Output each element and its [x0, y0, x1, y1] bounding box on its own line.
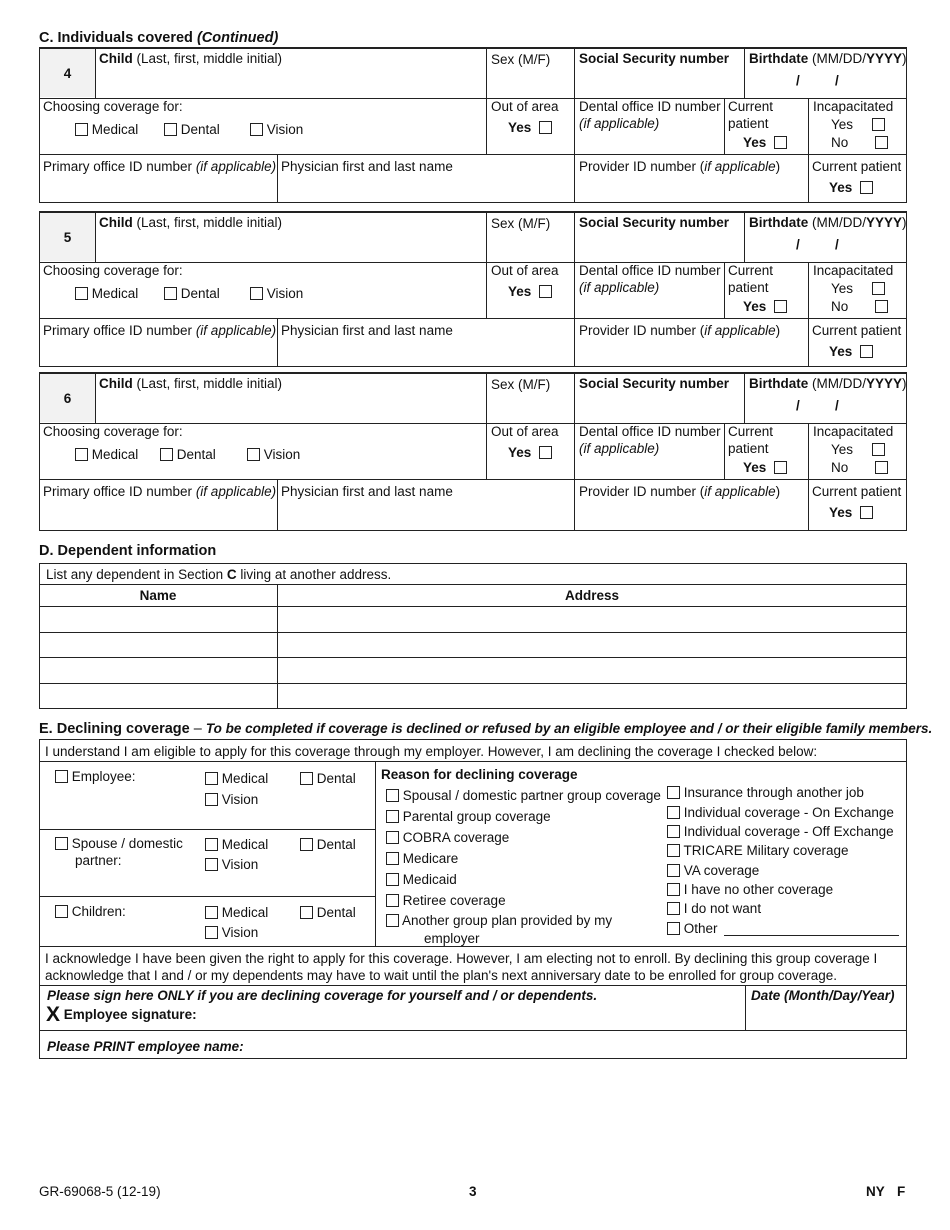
incapacitated-no[interactable]: No — [831, 459, 888, 476]
child-name-field[interactable] — [99, 393, 479, 421]
decline-spouse-label-2: partner: — [75, 853, 122, 868]
incapacitated-no[interactable]: No — [831, 134, 888, 151]
incapacitated-yes-checkbox[interactable] — [872, 118, 885, 131]
reason-right-checkbox[interactable] — [667, 902, 680, 915]
form-number: GR-69068-5 (12-19) — [39, 1184, 161, 1199]
physician-label: Physician first and last name — [281, 323, 453, 338]
reason-left-checkbox[interactable] — [386, 914, 399, 927]
incapacitated-label: Incapacitated — [813, 99, 894, 114]
coverage-medical[interactable]: Medical — [75, 446, 138, 463]
dependent-instruction: List any dependent in Section C living at another address. — [46, 567, 392, 582]
decline-children-checkbox[interactable] — [55, 905, 68, 918]
current-patient-yes[interactable]: Yes — [743, 134, 787, 151]
child-name-label: Child (Last, first, middle initial) — [99, 376, 283, 391]
current-label: Current — [728, 99, 774, 114]
coverage-dental-checkbox[interactable] — [164, 123, 177, 136]
physician-current-patient-yes-checkbox[interactable] — [860, 345, 873, 358]
out-of-area-yes-checkbox[interactable] — [539, 446, 552, 459]
reason-left-checkbox[interactable] — [386, 810, 399, 823]
reason-right-checkbox[interactable] — [667, 825, 680, 838]
physician-current-patient-label: Current patient — [812, 323, 902, 338]
birthdate-slash-1: / — [796, 237, 800, 252]
coverage-vision[interactable]: Vision — [247, 446, 300, 463]
physician-label: Physician first and last name — [281, 159, 453, 174]
employee-signature-field[interactable] — [240, 1003, 740, 1028]
decline-children-vision[interactable]: Vision — [205, 924, 258, 941]
decline-employee-dental[interactable]: Dental — [300, 770, 356, 787]
child-sex-field[interactable] — [489, 234, 571, 260]
decline-spouse-checkbox[interactable] — [55, 837, 68, 850]
child-sex-label: Sex (M/F) — [491, 216, 551, 231]
primary-office-label: Primary office ID number (if applicable) — [43, 484, 277, 499]
coverage-vision[interactable]: Vision — [250, 121, 303, 138]
dependent-name-field-2[interactable] — [40, 633, 276, 656]
reason-title: Reason for declining coverage — [381, 767, 578, 782]
declining-understand-text: I understand I am eligible to apply for this coverage through my employer. However, I am declining the coverage I checked below: — [45, 744, 818, 759]
reason-left-3[interactable]: COBRA coverage — [386, 829, 509, 846]
dependent-name-field-3[interactable] — [40, 658, 276, 682]
child-name-label: Child (Last, first, middle initial) — [99, 215, 283, 230]
dependent-address-header: Address — [564, 588, 620, 603]
child-sex-field[interactable] — [489, 70, 571, 96]
decline-employee-medical-checkbox[interactable] — [205, 772, 218, 785]
current-patient-yes-checkbox[interactable] — [774, 300, 787, 313]
current-patient-yes[interactable]: Yes — [743, 459, 787, 476]
reason-right-4[interactable]: TRICARE Military coverage — [667, 842, 849, 859]
choosing-coverage-label: Choosing coverage for: — [43, 99, 183, 114]
coverage-medical-checkbox[interactable] — [75, 448, 88, 461]
primary-office-label: Primary office ID number (if applicable) — [43, 323, 277, 338]
reason-right-checkbox[interactable] — [667, 844, 680, 857]
coverage-medical[interactable]: Medical — [75, 285, 138, 302]
section-e-title: E. Declining coverage – To be completed if coverage is declined or refused by an eligible employee and / or their eligible family members. — [39, 721, 933, 737]
dental-office-label: Dental office ID number — [579, 99, 721, 114]
reason-right-checkbox[interactable] — [667, 864, 680, 877]
incapacitated-label: Incapacitated — [813, 263, 894, 278]
child-sex-field[interactable] — [489, 395, 571, 421]
birthdate-slash-1: / — [796, 73, 800, 88]
child-number: 4 — [40, 49, 95, 97]
coverage-medical-checkbox[interactable] — [75, 123, 88, 136]
dental-office-if-applicable: (if applicable) — [579, 116, 660, 131]
physician-current-patient-label: Current patient — [812, 159, 902, 174]
signature-x-mark: X — [46, 1003, 61, 1026]
physician-field[interactable] — [279, 501, 572, 525]
out-of-area-label: Out of area — [491, 424, 559, 439]
incapacitated-no-checkbox[interactable] — [875, 461, 888, 474]
reason-left-checkbox[interactable] — [386, 873, 399, 886]
decline-spouse-dental[interactable]: Dental — [300, 836, 356, 853]
physician-label: Physician first and last name — [281, 484, 453, 499]
child-number: 6 — [40, 374, 95, 422]
decline-spouse-medical-checkbox[interactable] — [205, 838, 218, 851]
decline-employee[interactable]: Employee: — [55, 768, 136, 785]
decline-children[interactable]: Children: — [55, 903, 126, 920]
child-ssn-label: Social Security number — [579, 215, 730, 230]
dental-office-if-applicable: (if applicable) — [579, 280, 660, 295]
patient-label: patient — [728, 280, 769, 295]
reason-right-6[interactable]: I have no other coverage — [667, 881, 833, 898]
child-ssn-field[interactable] — [577, 395, 741, 421]
reason-right-checkbox[interactable] — [667, 786, 680, 799]
birthdate-slash-1: / — [796, 398, 800, 413]
coverage-vision-checkbox[interactable] — [247, 448, 260, 461]
out-of-area-yes-checkbox[interactable] — [539, 121, 552, 134]
dependent-name-field-1[interactable] — [40, 607, 276, 631]
acknowledge-line-1: I acknowledge I have been given the right to apply for this coverage. However, I am electing not to enroll. By declining this group coverage I — [45, 951, 878, 966]
dependent-address-field-1[interactable] — [278, 607, 906, 631]
dental-office-label: Dental office ID number — [579, 424, 721, 439]
child-ssn-field[interactable] — [577, 70, 741, 96]
current-label: Current — [728, 424, 774, 439]
reason-right-7[interactable]: I do not want — [667, 900, 761, 917]
incapacitated-yes-checkbox[interactable] — [872, 443, 885, 456]
page-number: 3 — [469, 1184, 477, 1199]
dependent-address-field-4[interactable] — [278, 684, 906, 708]
provider-id-field[interactable] — [577, 501, 806, 525]
dependent-name-header: Name — [139, 588, 177, 603]
form-code: F — [897, 1184, 906, 1199]
physician-current-patient-yes[interactable]: Yes — [829, 504, 873, 521]
decline-children-medical-checkbox[interactable] — [205, 906, 218, 919]
reason-left-7[interactable]: Another group plan provided by my — [386, 912, 612, 929]
out-of-area-yes[interactable]: Yes — [508, 119, 552, 136]
incapacitated-yes[interactable]: Yes — [831, 441, 885, 458]
physician-current-patient-yes-checkbox[interactable] — [860, 181, 873, 194]
child-birthdate-field[interactable] — [747, 234, 905, 260]
reason-right-checkbox[interactable] — [667, 806, 680, 819]
reason-left-6[interactable]: Retiree coverage — [386, 892, 506, 909]
incapacitated-no[interactable]: No — [831, 298, 888, 315]
decline-employee-vision[interactable]: Vision — [205, 791, 258, 808]
employee-signature-label: X Employee signature: — [46, 1003, 197, 1026]
child-name-field[interactable] — [99, 232, 479, 260]
decline-children-dental-checkbox[interactable] — [300, 906, 313, 919]
decline-spouse[interactable]: Spouse / domestic — [55, 835, 183, 852]
primary-office-field[interactable] — [41, 501, 275, 525]
provider-id-label: Provider ID number (if applicable) — [579, 159, 781, 174]
decline-spouse-vision[interactable]: Vision — [205, 856, 258, 873]
coverage-medical[interactable]: Medical — [75, 121, 138, 138]
reason-right-checkbox[interactable] — [667, 922, 680, 935]
child-sex-label: Sex (M/F) — [491, 377, 551, 392]
child-name-label: Child (Last, first, middle initial) — [99, 51, 283, 66]
incapacitated-no-checkbox[interactable] — [875, 300, 888, 313]
reason-right-3[interactable]: Individual coverage - Off Exchange — [667, 823, 894, 840]
choosing-coverage-label: Choosing coverage for: — [43, 424, 183, 439]
dental-office-label: Dental office ID number — [579, 263, 721, 278]
out-of-area-yes[interactable]: Yes — [508, 444, 552, 461]
current-patient-yes-checkbox[interactable] — [774, 461, 787, 474]
child-number: 5 — [40, 213, 95, 261]
sign-here-text: Please sign here ONLY if you are declining coverage for yourself and / or dependents. — [47, 988, 598, 1003]
child-birthdate-field[interactable] — [747, 395, 905, 421]
dependent-address-field-2[interactable] — [278, 633, 906, 656]
incapacitated-yes-checkbox[interactable] — [872, 282, 885, 295]
birthdate-slash-2: / — [835, 73, 839, 88]
reason-left-checkbox[interactable] — [386, 789, 399, 802]
primary-office-field[interactable] — [41, 340, 275, 364]
child-sex-label: Sex (M/F) — [491, 52, 551, 67]
coverage-vision[interactable]: Vision — [250, 285, 303, 302]
decline-employee-checkbox[interactable] — [55, 770, 68, 783]
out-of-area-yes-checkbox[interactable] — [539, 285, 552, 298]
physician-current-patient-label: Current patient — [812, 484, 902, 499]
reason-left-checkbox[interactable] — [386, 831, 399, 844]
child-birthdate-label: Birthdate (MM/DD/YYYY) — [749, 215, 907, 230]
decline-employee-medical[interactable]: Medical — [205, 770, 268, 787]
decline-spouse-vision-checkbox[interactable] — [205, 858, 218, 871]
coverage-vision-checkbox[interactable] — [250, 287, 263, 300]
decline-children-dental[interactable]: Dental — [300, 904, 356, 921]
child-ssn-label: Social Security number — [579, 51, 730, 66]
child-birthdate-label: Birthdate (MM/DD/YYYY) — [749, 376, 907, 391]
child-ssn-field[interactable] — [577, 234, 741, 260]
incapacitated-no-checkbox[interactable] — [875, 136, 888, 149]
out-of-area-label: Out of area — [491, 99, 559, 114]
current-patient-yes-checkbox[interactable] — [774, 136, 787, 149]
out-of-area-yes[interactable]: Yes — [508, 283, 552, 300]
decline-spouse-dental-checkbox[interactable] — [300, 838, 313, 851]
reason-left-1[interactable]: Spousal / domestic partner group coverage — [386, 787, 661, 804]
reason-left-4[interactable]: Medicare — [386, 850, 458, 867]
coverage-dental[interactable]: Dental — [164, 121, 220, 138]
physician-current-patient-yes[interactable]: Yes — [829, 179, 873, 196]
print-name-label: Please PRINT employee name: — [47, 1039, 244, 1054]
date-label: Date (Month/Day/Year) — [751, 988, 895, 1003]
out-of-area-label: Out of area — [491, 263, 559, 278]
incapacitated-label: Incapacitated — [813, 424, 894, 439]
dependent-name-field-4[interactable] — [40, 684, 276, 708]
patient-label: patient — [728, 116, 769, 131]
physician-field[interactable] — [279, 176, 572, 200]
provider-id-label: Provider ID number (if applicable) — [579, 323, 781, 338]
current-label: Current — [728, 263, 774, 278]
reason-right-8[interactable]: Other — [667, 920, 718, 937]
reason-right-2[interactable]: Individual coverage - On Exchange — [667, 804, 894, 821]
reason-left-continuation: employer — [424, 931, 480, 946]
provider-id-label: Provider ID number (if applicable) — [579, 484, 781, 499]
section-c-title: C. Individuals covered (Continued) — [39, 30, 279, 46]
reason-left-checkbox[interactable] — [386, 852, 399, 865]
provider-id-field[interactable] — [577, 340, 806, 364]
provider-id-field[interactable] — [577, 176, 806, 200]
decline-employee-dental-checkbox[interactable] — [300, 772, 313, 785]
coverage-dental-checkbox[interactable] — [160, 448, 173, 461]
reason-right-checkbox[interactable] — [667, 883, 680, 896]
reason-right-5[interactable]: VA coverage — [667, 862, 759, 879]
coverage-dental[interactable]: Dental — [160, 446, 216, 463]
physician-current-patient-yes[interactable]: Yes — [829, 343, 873, 360]
date-field[interactable] — [747, 1003, 905, 1028]
reason-left-5[interactable]: Medicaid — [386, 871, 457, 888]
coverage-medical-checkbox[interactable] — [75, 287, 88, 300]
incapacitated-yes[interactable]: Yes — [831, 116, 885, 133]
birthdate-slash-2: / — [835, 237, 839, 252]
decline-spouse-medical[interactable]: Medical — [205, 836, 268, 853]
coverage-dental-checkbox[interactable] — [164, 287, 177, 300]
reason-left-2[interactable]: Parental group coverage — [386, 808, 551, 825]
choosing-coverage-label: Choosing coverage for: — [43, 263, 183, 278]
decline-children-vision-checkbox[interactable] — [205, 926, 218, 939]
physician-field[interactable] — [279, 340, 572, 364]
print-name-field[interactable] — [250, 1034, 900, 1056]
reason-other-line[interactable] — [724, 935, 899, 936]
primary-office-label: Primary office ID number (if applicable) — [43, 159, 277, 174]
physician-current-patient-yes-checkbox[interactable] — [860, 506, 873, 519]
patient-label: patient — [728, 441, 769, 456]
reason-right-1[interactable]: Insurance through another job — [667, 784, 864, 801]
decline-employee-vision-checkbox[interactable] — [205, 793, 218, 806]
dependent-address-field-3[interactable] — [278, 658, 906, 682]
section-d-title: D. Dependent information — [39, 543, 217, 559]
incapacitated-yes[interactable]: Yes — [831, 280, 885, 297]
primary-office-field[interactable] — [41, 176, 275, 200]
birthdate-slash-2: / — [835, 398, 839, 413]
child-ssn-label: Social Security number — [579, 376, 730, 391]
reason-left-checkbox[interactable] — [386, 894, 399, 907]
child-birthdate-label: Birthdate (MM/DD/YYYY) — [749, 51, 907, 66]
current-patient-yes[interactable]: Yes — [743, 298, 787, 315]
decline-children-medical[interactable]: Medical — [205, 904, 268, 921]
state-code: NY — [866, 1184, 885, 1199]
coverage-dental[interactable]: Dental — [164, 285, 220, 302]
child-name-field[interactable] — [99, 68, 479, 96]
child-birthdate-field[interactable] — [747, 70, 905, 96]
acknowledge-line-2: acknowledge that I and / or my dependents may have to wait until the plan's next anniversary date to be enrolled for group coverage. — [45, 968, 838, 983]
dental-office-if-applicable: (if applicable) — [579, 441, 660, 456]
coverage-vision-checkbox[interactable] — [250, 123, 263, 136]
